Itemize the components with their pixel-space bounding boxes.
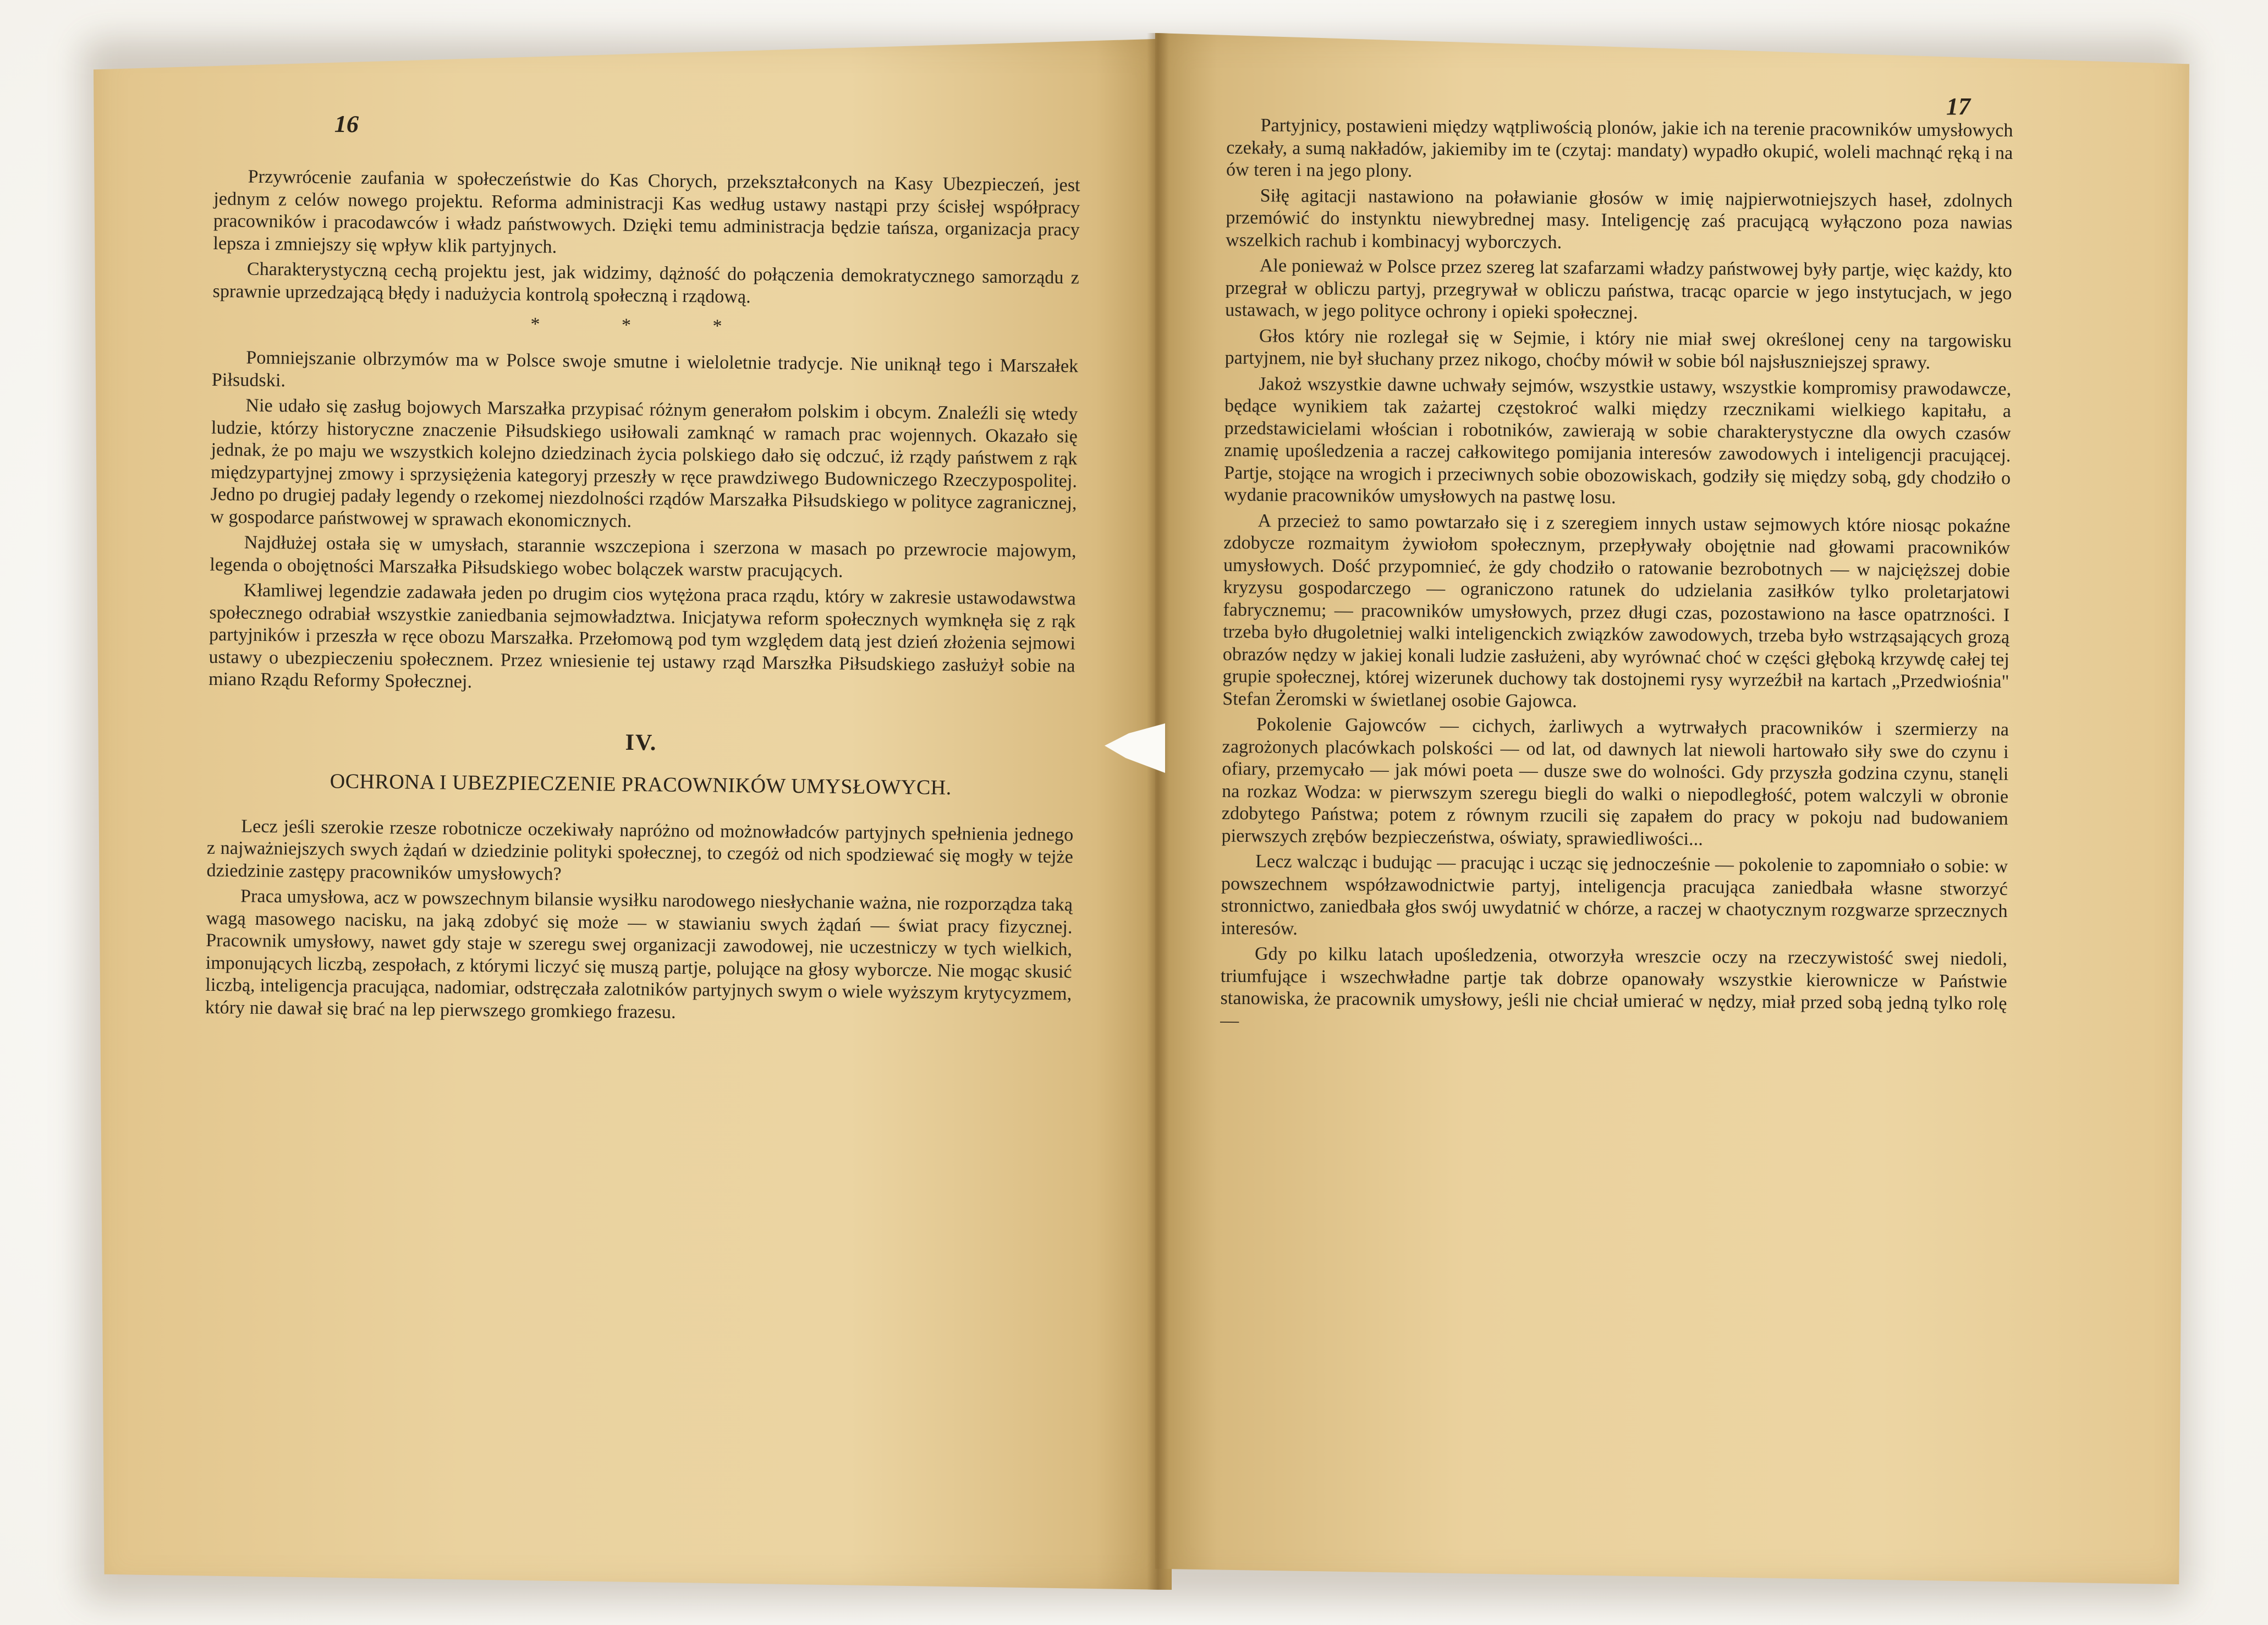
paragraph: Głos który nie rozlegał się w Sejmie, i który nie miał swej określonej ceny na targowisku partyjnem, nie był słuchany przez nikogo, choćby mówił w sobie ból najsłuszniejszej sprawy. bbox=[1224, 325, 2012, 373]
paragraph: Pokolenie Gajowców — cichych, żarliwych a wytrwałych pracowników i szermierzy na zagrożonych placówkach polskości — od lat, od dawnych lat niewoli hartowało siły swe do czynu i ofiary, przemycało — jak mówi poeta — dusze swe do wolności. Gdy przyszła godzina czynu, stanęli na rozkaz Wodza: w pierwszym szeregu biegli do walki o niepodległość, potem walczyli w obronie zdobytego Państwa; potem z równym rzucili się zapałem do pracy w pokoju nad budowaniem pierwszych zrębów bezpieczeństwa, oświaty, sprawiedliwości... bbox=[1221, 714, 2009, 849]
paragraph: Lecz jeśli szerokie rzesze robotnicze oczekiwały napróżno od możnowładców partyjnych spełnienia jednego z najważniejszych swych żądań w dziedzinie polityki społecznej, to czegóż od nich spodziewać się mogły w tejże dziedzinie zastępy pracowników umysłowych? bbox=[206, 816, 1074, 885]
chapter-title: OCHRONA I UBEZPIECZENIE PRACOWNIKÓW UMYSŁOWYCH. bbox=[330, 769, 952, 799]
paragraph: Jakoż wszystkie dawne uchwały sejmów, wszystkie ustawy, wszystkie kompromisy prawodawcze, będące wynikiem tak zażartej częstokroć walki między rzecznikami wielkiego kapitału, a przedstawicielami włościan i robotników, zawierają w sobie charakterystyczne dla owych czasów znamię upośledzenia a raczej całkowitego pomijania interesów zawodowych i inteligencji pracującej. Partje, stojące na wrogich i przeciwnych sobie obozowiskach, godziły się między sobą, gdy chodziło o wydanie pracowników umysłowych na pastwę losu. bbox=[1223, 373, 2012, 508]
page-number-right: 17 bbox=[1946, 93, 1970, 120]
paragraph: Siłę agitacji nastawiono na poławianie głosów w imię najpierwotniejszych haseł, zdolnych przemówić do instynktu niewybrednej masy. Inteligencję zaś pracującą wyłączono poza nawias wszelkich rachub i kombinacyj wyborczych. bbox=[1226, 185, 2013, 252]
paragraph: Gdy po kilku latach upośledzenia, otworzyła wreszcie oczy na rzeczywistość swej niedoli, triumfujące i wszechwładne partje tak dobrze opanowały wszystkie kierownicze w Państwie stanowiska, że pracownik umysłowy, jeśli nie chciał umierać w nędzy, miał przed sobą jedną tylko rolę — bbox=[1220, 943, 2008, 1031]
paragraph: Kłamliwej legendzie zadawała jeden po drugim cios wytężona praca rządu, który w zakresie ustawodawstwa społecznego odrabiał wszystkie zaniedbania sejmowładztwa. Inicjatywa reform społecznych wymknęła się z rąk partyjników i przeszła w ręce obozu Marszałka. Przełomową pod tym względem datą jest dzień złożenia sejmowi ustawy o ubezpieczeniu społecznem. Przez wniesienie tej ustawy rząd Marszłka Piłsudskiego zasłużył sobie na miano Rządu Reformy Społecznej. bbox=[208, 580, 1077, 692]
paragraph: Nie udało się zasług bojowych Marszałka przypisać różnym generałom polskim i obcym. Znaleźli się wtedy ludzie, którzy historyczne znaczenie Piłsudskiego usiłowali zamknąć w ramach prac wojennych. Okazało się jednak, że po maju we wszystkich kolejno dziedzinach życia polskiego dało się odczuć, iż rządy państwem z rąk międzypartyjnej zmowy i sprzysiężenia kategoryj przeszły w ręce prawdziwego Budowniczego Rzeczypospolitej. Jedno po drugiej padały legendy o rzekomej niezdolności rządów Marszałka Piłsudskiego w polityce zagranicznej, w gospodarce państwowej w sprawach ekonomicznych. bbox=[210, 395, 1078, 531]
section-separator: * * * bbox=[530, 314, 761, 337]
book-spine bbox=[1147, 33, 1169, 1590]
paragraph: Partyjnicy, postawieni między wątpliwością plonów, jakie ich na terenie pracowników umysłowych czekały, a sumą nakładów, jakiemiby im te (czytaj: mandaty) wypadło okupić, woleli machnąć ręką i na ów teren i na jego plony. bbox=[1226, 115, 2013, 182]
paragraph: Lecz walcząc i budując — pracując i ucząc się jednocześnie — pokolenie to zapomniało o sobie: w powszechnem współzawodnictwie partyj, inteligencja pracująca zaniedbała własne stworzyć stronnictwo, zaniedbała głos swój uwydatnić w chórze, a raczej w chaotycznym rozgwarze sprzecznych interesów. bbox=[1221, 851, 2008, 939]
paragraph: A przecież to samo powtarzało się i z szeregiem innych ustaw sejmowych które niosąc pokaźne zdobycze rozmaitym żywiołom społecznym, przepływały obojętnie nad głowami pracowników umysłowych. Dość przypomnieć, że gdy chodziło o ratowanie bezrobotnych — w najcięższej dobie kryzysu gospodarczego — ograniczono ratunek do udzielania zasiłków tylko proletarjatowi fabrycznemu; — pracowników umysłowych, przez długi czas, pozostawiono na łasce opatrzności. I trzeba było długoletniej walki inteligenckich związków zawodowych, trzeba było wstrząsających grozą obrazów nędzy w jakiej konali ludzie zasłużeni, aby wyrównać choć w części głęboką krzywdę całej tej grupie społecznej, której wizerunek duchowy tak dostojnemi rysy wyrzeźbił na kartach „Przedwiośnia" Stefan Żeromski w świetlanej osobie Gajowca. bbox=[1222, 510, 2011, 711]
paragraph: Pomniejszanie olbrzymów ma w Polsce swoje smutne i wieloletnie tradycje. Nie uniknął tego i Marszałek Piłsudski. bbox=[211, 347, 1079, 391]
page-number-left: 16 bbox=[334, 110, 359, 138]
right-page-text bbox=[1220, 94, 2013, 1041]
paragraph: Charakterystyczną cechą projektu jest, jak widzimy, dążność do połączenia demokratycznego samorządu z sprawnie uprzedzającą błędy i nadużycia kontrolą społeczną i rządową. bbox=[212, 259, 1080, 307]
paragraph: Najdłużej ostała się w umysłach, starannie wszczepiona i szerzona w masach po przewrocie majowym, legenda o obojętności Marszałka Piłsudskiego wobec bolączek warstw pracujących. bbox=[210, 532, 1077, 581]
paragraph: Przywrócenie zaufania w społeczeństwie do Kas Chorych, przekształconych na Kasy Ubezpieczeń, jest jednym z celów nowego projektu. Reforma administracji Kas według ustawy nastąpi przy ścisłej współpracy pracowników i pracodawców i władz państwowych. Dzięki temu administracja będzie tańsza, organizacja pracy lepsza i zmniejszy się wpływ klik partyjnych. bbox=[213, 166, 1080, 257]
left-page-text bbox=[205, 113, 1081, 1031]
paragraph: Praca umysłowa, acz w powszechnym bilansie wysiłku narodowego niesłychanie ważna, nie rozporządza taką wagą masowego nacisku, na jaką zdobyć się może — w stawianiu swych żądań — świat pracy fizycznej. Pracownik umysłowy, nawet gdy staje w szeregu swej organizacji zawodowej, nie uczestniczy w tych wielkich, imponujących liczbą, zespołach, z którymi liczyć się muszą partje, polujące na głosy wyborcze. Nie mogąc skusić liczbą, inteligencja pracująca, nadomiar, odstręczała zalotników partyjnych swym o wiele wyższym krytycyzmem, który nie dawał się brać na lep pierwszego gromkiego frazesu. bbox=[205, 886, 1073, 1023]
chapter-number: IV. bbox=[625, 729, 657, 755]
paragraph: Ale ponieważ w Polsce przez szereg lat szafarzami władzy państwowej były partje, więc każdy, kto przegrał w obliczu partyj, przegrywał w obliczu państwa, tracąc oparcie w jego instytucjach, w jego ustawach, w jego polityce ochrony i opieki społecznej. bbox=[1225, 255, 2012, 323]
